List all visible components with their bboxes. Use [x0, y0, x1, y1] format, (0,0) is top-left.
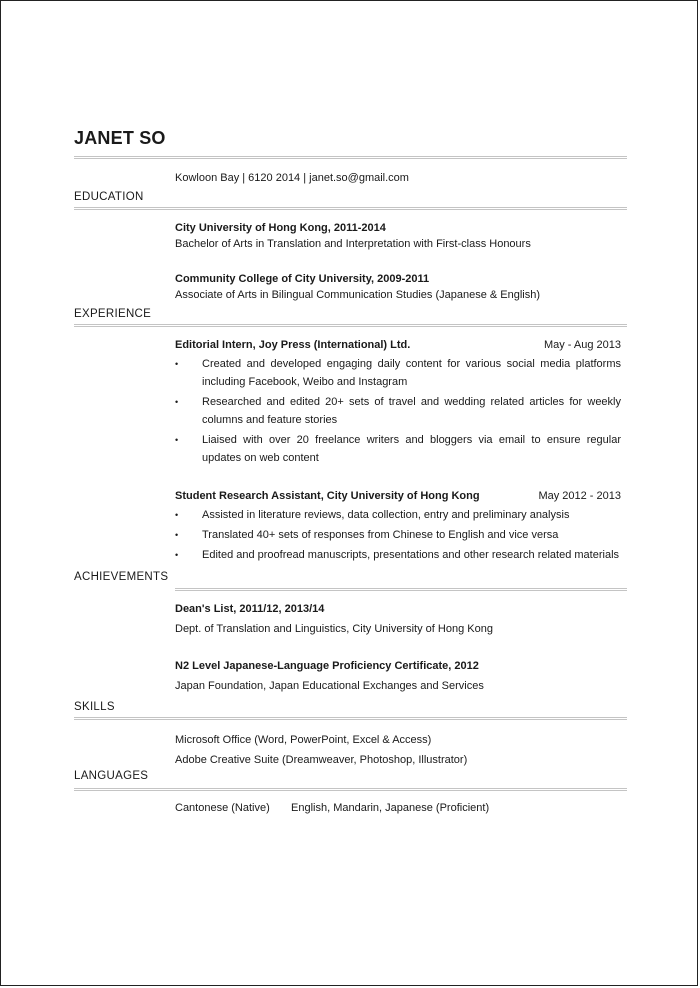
- achievement-title: N2 Level Japanese-Language Proficiency Certificate, 2012: [175, 660, 479, 672]
- list-item: • Assisted in literature reviews, data collection, entry and preliminary analysis: [175, 506, 621, 524]
- job-title: Editorial Intern, Joy Press (International) Ltd.: [175, 339, 411, 351]
- achievement-detail: Dept. of Translation and Linguistics, City University of Hong Kong: [175, 623, 493, 635]
- bullet-icon: •: [175, 359, 179, 369]
- achievement-detail: Japan Foundation, Japan Educational Exchanges and Services: [175, 680, 484, 692]
- bullet-icon: •: [175, 435, 179, 445]
- bullet-list: [175, 355, 621, 467]
- divider: [175, 588, 627, 591]
- achievement-entry: [175, 601, 621, 637]
- list-item: • Translated 40+ sets of responses from Chinese to English and vice versa: [175, 526, 621, 544]
- education-detail: Bachelor of Arts in Translation and Interpretation with First-class Honours: [175, 238, 531, 250]
- education-entry: [175, 220, 621, 252]
- bullet-icon: •: [175, 397, 179, 407]
- contact-info: Kowloon Bay | 6120 2014 | janet.so@gmail.com: [175, 172, 409, 184]
- education-title: Community College of City University, 2009-2011: [175, 273, 430, 285]
- bullet-icon: •: [175, 550, 179, 560]
- language-proficient: English, Mandarin, Japanese (Proficient): [291, 802, 490, 814]
- section-heading-achievements: ACHIEVEMENTS: [74, 571, 169, 583]
- list-item: • Liaised with over 20 freelance writers and bloggers via email to ensure regular updates on web content: [175, 431, 621, 467]
- section-heading-skills: SKILLS: [74, 701, 115, 713]
- section-heading-experience: EXPERIENCE: [74, 308, 152, 320]
- job-title: Student Research Assistant, City University of Hong Kong: [175, 490, 480, 502]
- job-date: May - Aug 2013: [543, 339, 621, 351]
- section-heading-education: EDUCATION: [74, 191, 144, 203]
- bullet-list: [175, 506, 621, 564]
- candidate-name: JANET SO: [74, 128, 166, 148]
- education-title: City University of Hong Kong, 2011-2014: [175, 222, 386, 234]
- language-native: Cantonese (Native): [175, 802, 270, 814]
- divider: [74, 324, 627, 327]
- section-heading-languages: LANGUAGES: [74, 770, 149, 782]
- achievement-entry: [175, 658, 621, 694]
- list-item: • Edited and proofread manuscripts, presentations and other research related materials: [175, 546, 621, 564]
- experience-header: [175, 337, 621, 353]
- divider: [74, 788, 627, 791]
- bullet-icon: •: [175, 510, 179, 520]
- divider: [74, 717, 627, 720]
- education-entry: [175, 271, 621, 303]
- divider: [74, 156, 627, 159]
- skill-item: Microsoft Office (Word, PowerPoint, Excel & Access): [175, 734, 432, 746]
- list-item: • Created and developed engaging daily content for various social media platforms including Facebook, Weibo and Instagram: [175, 355, 621, 391]
- education-detail: Associate of Arts in Bilingual Communication Studies (Japanese & English): [175, 289, 541, 301]
- job-date: May 2012 - 2013: [538, 490, 621, 502]
- experience-entry: [175, 488, 621, 564]
- list-item: • Researched and edited 20+ sets of travel and wedding related articles for weekly columns and feature stories: [175, 393, 621, 429]
- experience-entry: [175, 337, 621, 467]
- skills-list: [175, 730, 621, 770]
- skill-item: Adobe Creative Suite (Dreamweaver, Photoshop, Illustrator): [175, 754, 468, 766]
- experience-header: [175, 488, 621, 504]
- bullet-icon: •: [175, 530, 179, 540]
- achievement-title: Dean's List, 2011/12, 2013/14: [175, 603, 325, 615]
- divider: [74, 207, 627, 210]
